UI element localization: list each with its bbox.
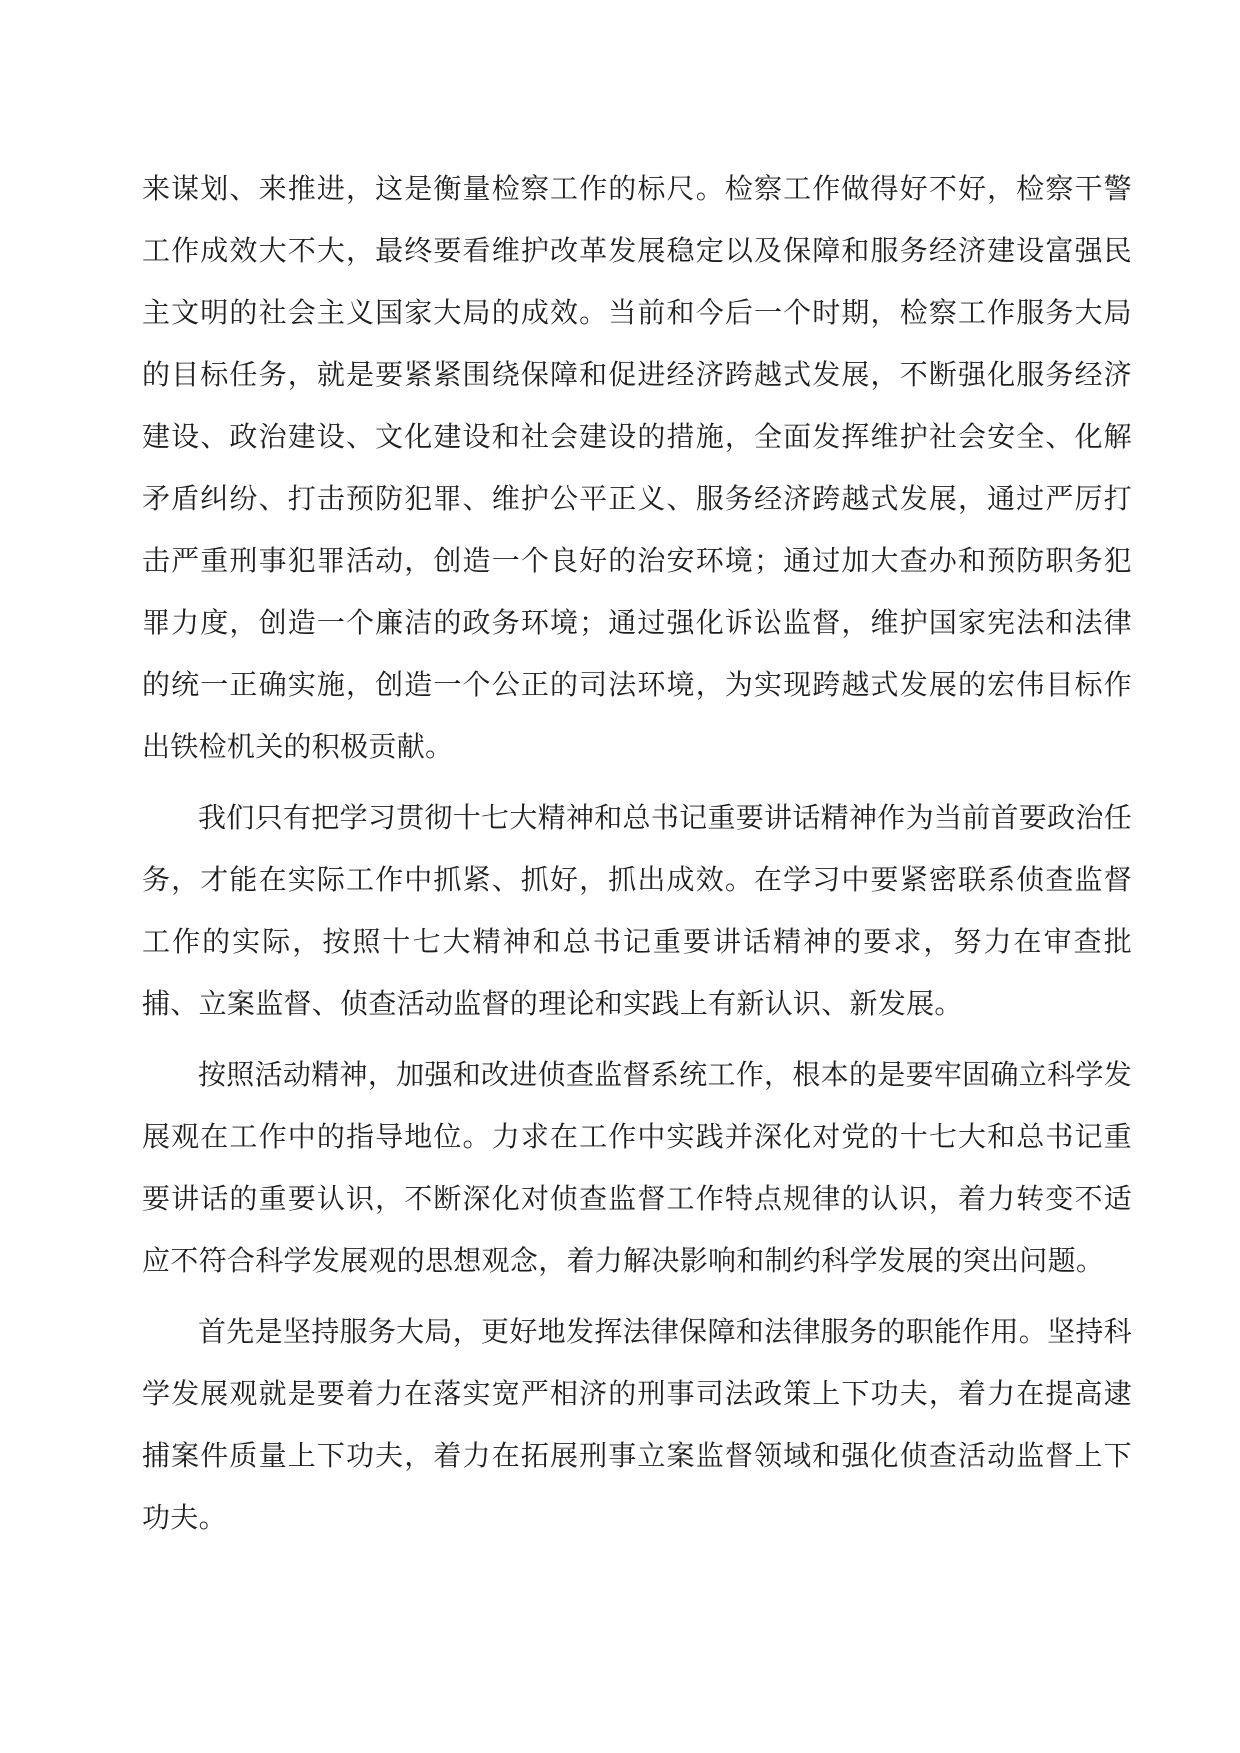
- paragraph-study-tasks: 我们只有把学习贯彻十七大精神和总书记重要讲话精神作为当前首要政治任务，才能在实际工作中抓紧、抓好，抓出成效。在学习中要紧密联系侦查监督工作的实际，按照十七大精神和总书记重要讲话精神的要求，努力在审查批捕、立案监督、侦查活动监督的理论和实践上有新认识、新发展。: [142, 801, 1132, 1020]
- paragraph-scientific-development: 按照活动精神，加强和改进侦查监督系统工作，根本的是要牢固确立科学发展观在工作中的指导地位。力求在工作中实践并深化对党的十七大和总书记重要讲话的重要认识，不断深化对侦查监督工作特点规律的认识，着力转变不适应不符合科学发展观的思想观念，着力解决影响和制约科学发展的突出问题。: [142, 1058, 1132, 1277]
- paragraph-continuation: 来谋划、来推进，这是衡量检察工作的标尺。检察工作做得好不好，检察干警工作成效大不大，最终要看维护改革发展稳定以及保障和服务经济建设富强民主文明的社会主义国家大局的成效。当前和今后一个时期，检察工作服务大局的目标任务，就是要紧紧围绕保障和促进经济跨越式发展，不断强化服务经济建设、政治建设、文化建设和社会建设的措施，全面发挥维护社会安全、化解矛盾纠纷、打击预防犯罪、维护公平正义、服务经济跨越式发展，通过严厉打击严重刑事犯罪活动，创造一个良好的治安环境；通过加大查办和预防职务犯罪力度，创造一个廉洁的政务环境；通过强化诉讼监督，维护国家宪法和法律的统一正确实施，创造一个公正的司法环境，为实现跨越式发展的宏伟目标作出铁检机关的积极贡献。: [142, 172, 1132, 763]
- paragraph-serve-overall: 首先是坚持服务大局，更好地发挥法律保障和法律服务的职能作用。坚持科学发展观就是要着力在落实宽严相济的刑事司法政策上下功夫，着力在提高逮捕案件质量上下功夫，着力在拓展刑事立案监督领域和强化侦查活动监督上下功夫。: [142, 1315, 1132, 1534]
- document-body: [142, 158, 1132, 1558]
